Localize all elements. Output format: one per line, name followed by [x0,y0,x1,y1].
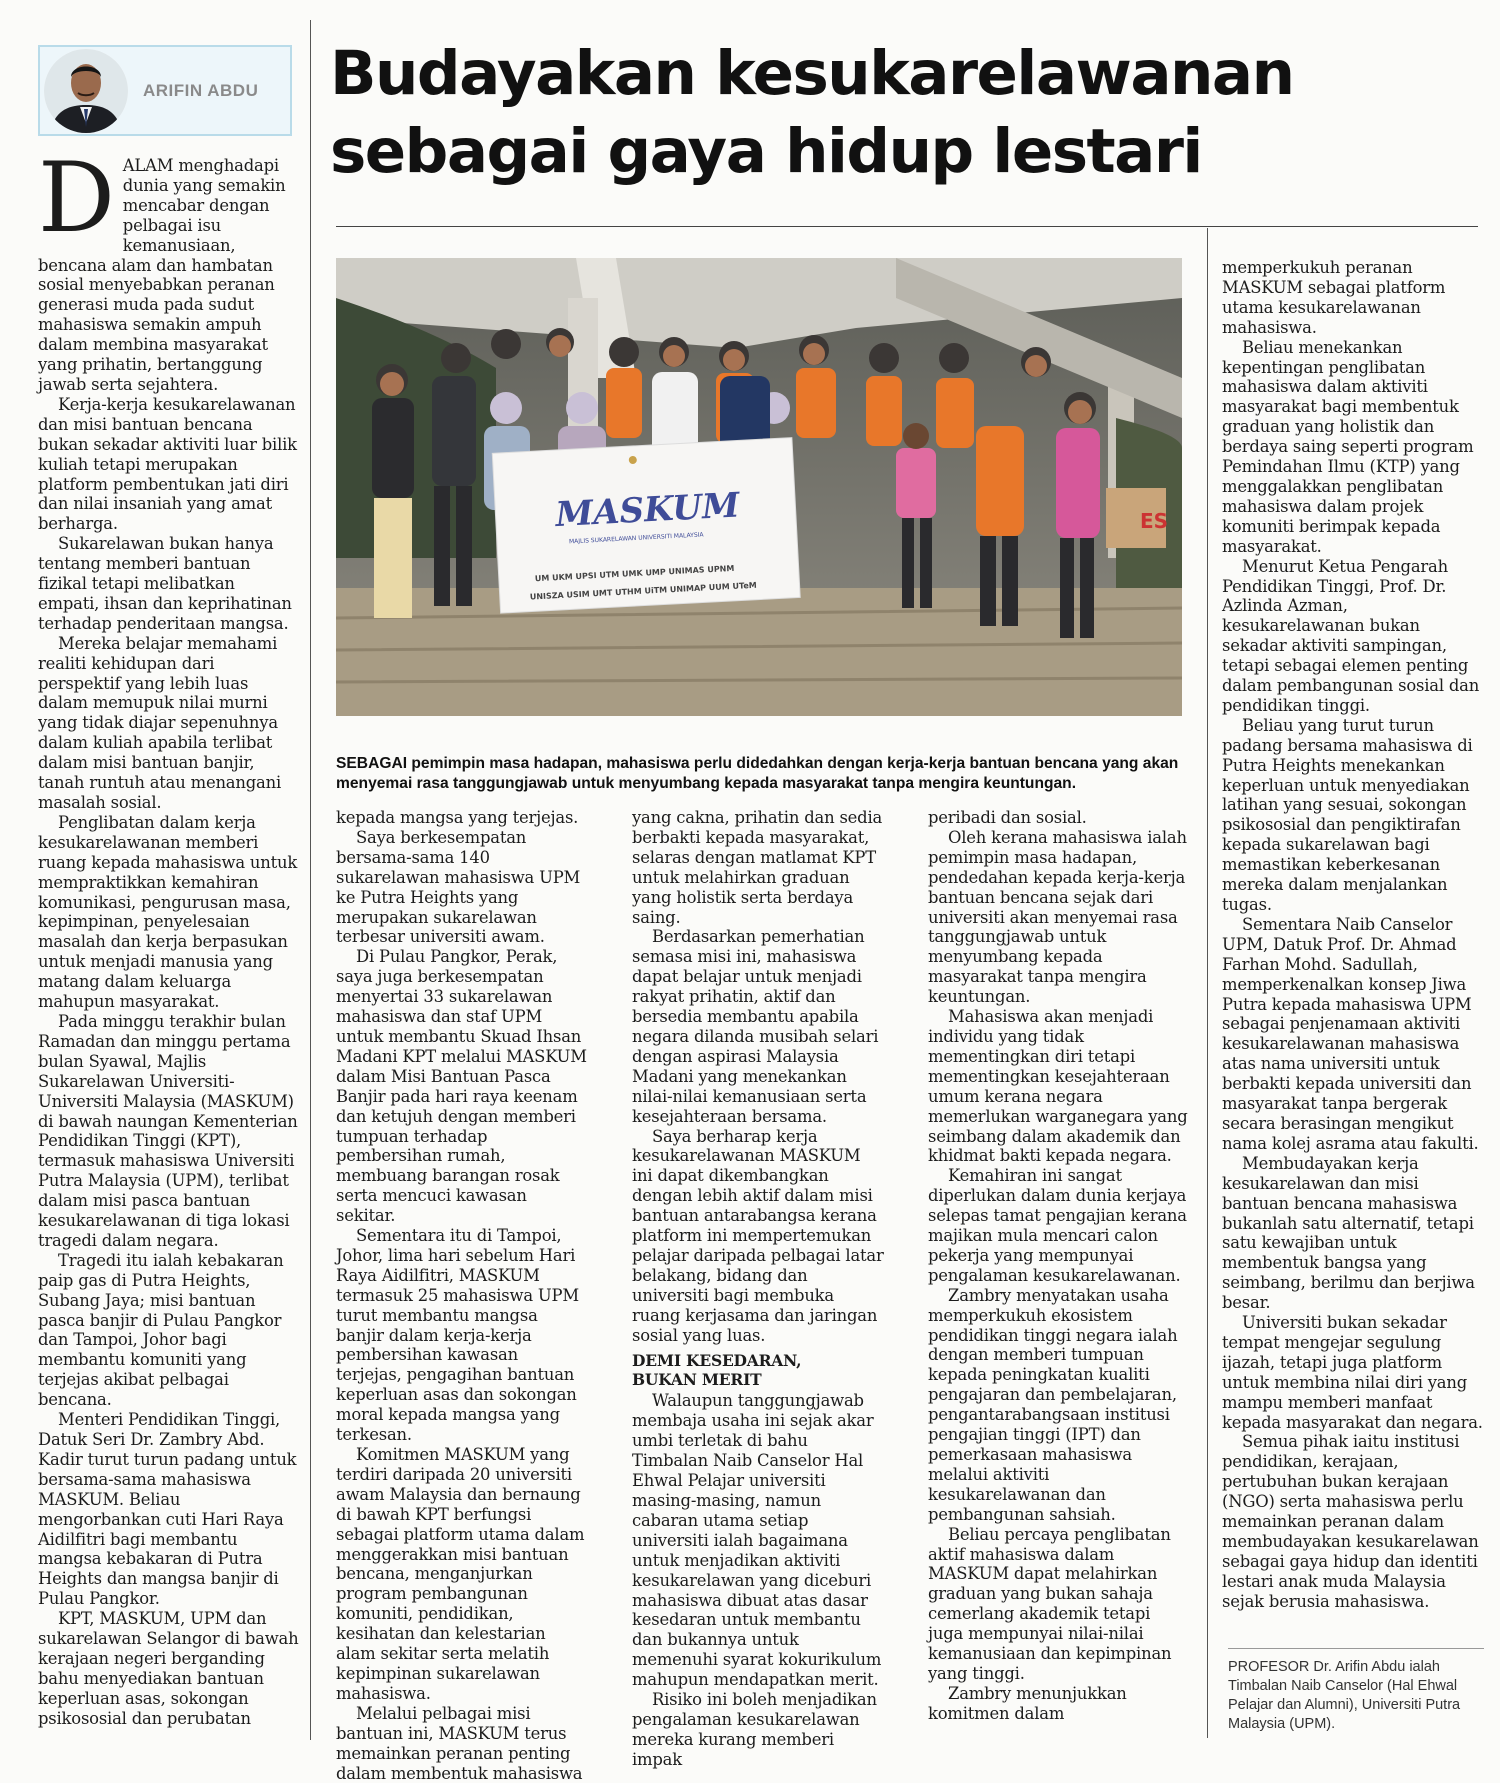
banner-maskum-text: MASKUM [554,485,741,536]
author-name: ARIFIN ABDU [143,81,259,100]
paragraph: Kerja-kerja kesukarelawanan dan misi bantuan bencana bukan sekadar aktiviti luar bilik kuliah tetapi merupakan platform pembentukan jati diri dan nilai insaniah yang amat berharga. [38,394,297,534]
paragraph: Menurut Ketua Pengarah Pendidikan Tinggi, Prof. Dr. Azlinda Azman, kesukarelawanan bukan sekadar aktiviti sampingan, tetapi sebagai elemen penting dalam pembangunan sosial dan pendidikan tinggi. [1222,556,1480,715]
paragraph: yang cakna, prihatin dan sedia berbakti kepada masyarakat, selaras dengan matlamat KPT untuk melahirkan graduan yang holistik serta berdaya saing. [632,808,883,927]
paragraph: Mahasiswa akan menjadi individu yang tidak mementingkan diri tetapi mementingkan kesejahteraan umum kerana negara memerlukan warganegara yang seimbang dalam akademik dan khidmat bakti kepada negara. [928,1007,1188,1166]
subheading [632,1351,884,1389]
caption-text: pemimpin masa hadapan, mahasiswa perlu didedahkan dengan kerja-kerja bantuan bencana yang akan menyemai rasa tanggungjawab untuk menyumbang kepada masyarakat tanpa mengira keuntungan. [336,755,1179,792]
paragraph: Berdasarkan pemerhatian semasa misi ini, mahasiswa dapat belajar untuk menjadi rakyat prihatin, aktif dan bersedia membantu apabila negara dilanda musibah selari dengan aspirasi Malaysia Madani yang menekankan nilai-nilai kemanusiaan serta kesejahteraan bersama. [632,927,879,1126]
paragraph: Menteri Pendidikan Tinggi, Datuk Seri Dr. Zambry Abd. Kadir turut turun padang untuk bersama-sama mahasiswa MASKUM. Beliau mengorbankan cuti Hari Raya Aidilfitri bagi membantu mangsa kebakaran di Putra Heights dan mangsa banjir di Pulau Pangkor. [38,1410,297,1609]
paragraph: Membudayakan kerja kesukarelawan dan misi bantuan bencana mahasiswa bukanlah satu alternatif, tetapi satu kewajiban untuk membentuk bangsa yang seimbang, berilmu dan berjiwa besar. [1222,1153,1475,1313]
group-photo-illustration [336,258,1182,716]
paragraph: Mereka belajar memahami realiti kehidupan dari perspektif yang lebih luas dalam memupuk nilai murni yang tidak diajar sepenuhnya dalam kuliah apabila terlibat dalam misi bantuan banjir, tanah runtuh atau menangani masalah sosial. [38,633,281,812]
paragraph: memperkukuh peranan MASKUM sebagai platform utama kesukarelawanan mahasiswa. [1222,258,1446,337]
column-rule [310,20,311,1740]
paragraph: peribadi dan sosial. [928,808,1087,827]
paragraph: Komitmen MASKUM yang terdiri daripada 20 universiti awam Malaysia dan bernaung di bawah KPT berfungsi sebagai platform utama dalam menggerakkan misi bantuan bencana, menganjurkan program pembangunan komuniti, pendidikan, kesihatan dan kelestarian alam sekitar serta melatih kepimpinan sukarelawan mahasiswa. [336,1445,585,1703]
author-portrait-icon [44,49,128,133]
banner-subtext: MAJLIS SUKARELAWAN UNIVERSITI MALAYSIA [568,531,704,546]
article-column-5 [1222,258,1484,1612]
paragraph: Penglibatan dalam kerja kesukarelawanan memberi ruang kepada mahasiswa untuk mempraktikkan kemahiran komunikasi, pengurusan masa, kepimpinan, penyelesaian masalah dan kerja berpasukan untuk menjadi manusia yang matang dalam keluarga mahupun masyarakat. [38,812,298,1012]
article-column-1 [38,142,300,1729]
paragraph: Walaupun tanggungjawab membaja usaha ini sejak akar umbi terletak di bahu Timbalan Naib Canselor Hal Ehwal Pelajar universiti masing-masing, namun cabaran utama setiap universiti ialah bagaimana untuk menjadikan aktiviti kesukarelawan yang diceburi mahasiswa dibuat atas dasar kesedaran untuk membantu dan bukannya untuk memenuhi syarat kokurikulum mahupun mendapatkan merit. [632,1391,882,1690]
paragraph: Sukarelawan bukan hanya tentang memberi bantuan fizikal tetapi melibatkan empati, ihsan dan keprihatinan terhadap penderitaan mangsa. [38,534,292,633]
headline-line-1: Budayakan kesukarelawanan [330,38,1294,109]
paragraph: Sementara Naib Canselor UPM, Datuk Prof. Dr. Ahmad Farhan Mohd. Sadullah, memperkenalkan konsep Jiwa Putra kepada mahasiswa UPM sebagai penjenamaan aktiviti kesukarelawanan mahasiswa atas nama universiti untuk berbakti kepada universiti dan masyarakat tanpa bergerak secara berasingan mengikut nama kolej asrama atau fakulti. [1222,914,1479,1153]
subheading-line-2: BUKAN MERIT [632,1370,762,1390]
drop-cap: D [38,142,115,254]
paragraph: Universiti bukan sekadar tempat mengejar segulung ijazah, tetapi juga platform untuk membina nilai diri yang mampu memberi manfaat kepada masyarakat dan negara. [1222,1313,1483,1432]
paragraph: Saya berharap kerja kesukarelawanan MASKUM ini dapat dikembangkan dengan lebih aktif dalam misi bantuan antarabangsa kerana platform ini mempertemukan pelajar daripada pelbagai latar belakang, bidang dan universiti bagi membuka ruang kerjasama dan jaringan sosial yang luas. [632,1126,884,1345]
paragraph: Pada minggu terakhir bulan Ramadan dan minggu pertama bulan Syawal, Majlis Sukarelawan Universiti-Universiti Malaysia (MASKUM) di bawah naungan Kementerian Pendidikan Tinggi (KPT), termasuk mahasiswa Universiti Putra Malaysia (UPM), terlibat dalam misi pasca bantuan kesukarelawanan di tiga lokasi tragedi dalam negara. [38,1011,298,1250]
author-bio: PROFESOR Dr. Arifin Abdu ialah Timbalan Naib Canselor (Hal Ehwal Pelajar dan Alumni), Universiti Putra Malaysia (UPM). [1228,1659,1461,1732]
article-column-2 [336,808,588,1783]
article-column-3 [632,808,884,1770]
paragraph: Beliau percaya penglibatan aktif mahasiswa dalam MASKUM dapat melahirkan graduan yang bukan sahaja cemerlang akademik tetapi juga mempunyai nilai-nilai kemanusiaan dan kepimpinan yang tinggi. [928,1524,1172,1683]
paragraph: kepada mangsa yang terjejas. [336,808,579,827]
headline-line-2: sebagai gaya hidup lestari [330,116,1202,187]
paragraph: Beliau yang turut turun padang bersama mahasiswa di Putra Heights menekankan keperluan untuk menyediakan latihan yang sesuai, sokongan psikososial dan pengiktirafan kepada sukarelawan bagi memastikan keberkesanan mereka dalam menjalankan tugas. [1222,715,1473,914]
caption-lead: SEBAGAI [336,755,408,772]
paragraph: Oleh kerana mahasiswa ialah pemimpin masa hadapan, pendedahan kepada kerja-kerja bantuan bencana sejak dari universiti akan menyemai rasa tanggungjawab untuk menyumbang kepada masyarakat tanpa mengira keuntungan. [928,827,1187,1007]
paragraph: Beliau menekankan kepentingan penglibatan mahasiswa dalam aktiviti masyarakat bagi membentuk graduan yang holistik dan berdaya saing seperti program Pemindahan Ilmu (KTP) yang menggalakkan penglibatan mahasiswa dalam projek komuniti berimpak kepada masyarakat. [1222,337,1474,556]
paragraph: Zambry menunjukkan komitmen dalam [928,1683,1127,1723]
photo-caption [336,754,1186,794]
headline-rule [336,226,1478,227]
photo-box-label: ES [1140,509,1169,533]
author-box [38,45,292,136]
paragraph: Kemahiran ini sangat diperlukan dalam dunia kerjaya selepas tamat pengajian kerana majikan mula mencari calon pekerja yang mempunyai pengalaman kesukarelawanan. [928,1166,1187,1285]
paragraph: Saya berkesempatan bersama-sama 140 sukarelawan mahasiswa UPM ke Putra Heights yang merupakan sukarelawan terbesar universiti awam. [336,827,581,947]
paragraph: Tragedi itu ialah kebakaran paip gas di Putra Heights, Subang Jaya; misi bantuan pasca banjir di Pulau Pangkor dan Tampoi, Johor bagi membantu komuniti yang terjejas akibat pelbagai bencana. [38,1250,284,1410]
article-column-4 [928,808,1190,1724]
paragraph: Sementara itu di Tampoi, Johor, lima hari sebelum Hari Raya Aidilfitri, MASKUM termasuk 25 mahasiswa UPM turut membantu mangsa banjir dalam kerja-kerja pembersihan kawasan terjejas, pengagihan bantuan keperluan asas dan sokongan moral kepada mangsa yang terkesan. [336,1226,579,1445]
paragraph: KPT, MASKUM, UPM dan sukarelawan Selangor di bawah kerajaan negeri berganding bahu menyediakan bantuan keperluan asas, sokongan psikososial dan perubatan [38,1609,299,1728]
subheading-line-1: DEMI KESEDARAN, [632,1351,802,1371]
paragraph: Di Pulau Pangkor, Perak, saya juga berkesempatan menyertai 33 sukarelawan mahasiswa dan staf UPM untuk membantu Skuad Ihsan Madani KPT melalui MASKUM dalam Misi Bantuan Pasca Banjir pada hari raya keenam dan ketujuh dengan memberi tumpuan terhadap pembersihan rumah, membuang barangan rosak serta mencuci kawasan sekitar. [336,947,587,1226]
paragraph: Zambry menyatakan usaha memperkukuh ekosistem pendidikan tinggi negara ialah dengan memberi tumpuan kepada peningkatan kualiti pengajaran dan pembelajaran, pengantarabangsaan institusi pengajian tinggi (IPT) dan pemerkasaan mahasiswa melalui aktiviti kesukarelawanan dan pembangunan sahsiah. [928,1285,1178,1524]
paragraph: Semua pihak iaitu institusi pendidikan, kerajaan, pertubuhan bukan kerajaan (NGO) serta mahasiswa perlu memainkan peranan dalam membudayakan kesukarelawan sebagai gaya hidup dan identiti lestari anak muda Malaysia sejak berusia mahasiswa. [1222,1432,1479,1611]
banner-logos-row-1: UM UKM UPSI UTM UMK UMP UNIMAS UPNM [534,563,735,584]
bio-rule [1228,1648,1484,1649]
banner-logos-row-2: UNISZA USIM UMT UTHM UiTM UNIMAP UUM UTeM [529,580,757,602]
column-rule [1207,228,1208,1738]
author-avatar [44,49,128,133]
paragraph: Risiko ini boleh menjadikan pengalaman kesukarelawan mereka kurang memberi impak [632,1690,877,1769]
article-photo [336,258,1182,716]
paragraph: Melalui pelbagai misi bantuan ini, MASKUM terus memainkan peranan penting dalam membentuk mahasiswa [336,1703,583,1783]
paragraph-text: ALAM menghadapi dunia yang semakin mencabar dengan pelbagai isu kemanusiaan, bencana alam dan hambatan sosial menyebabkan peranan generasi muda pada sudut mahasiswa semakin ampuh dalam membina masyarakat yang prihatin, bertanggung jawab serta sejahtera. [38,156,286,394]
paragraph [38,142,300,395]
